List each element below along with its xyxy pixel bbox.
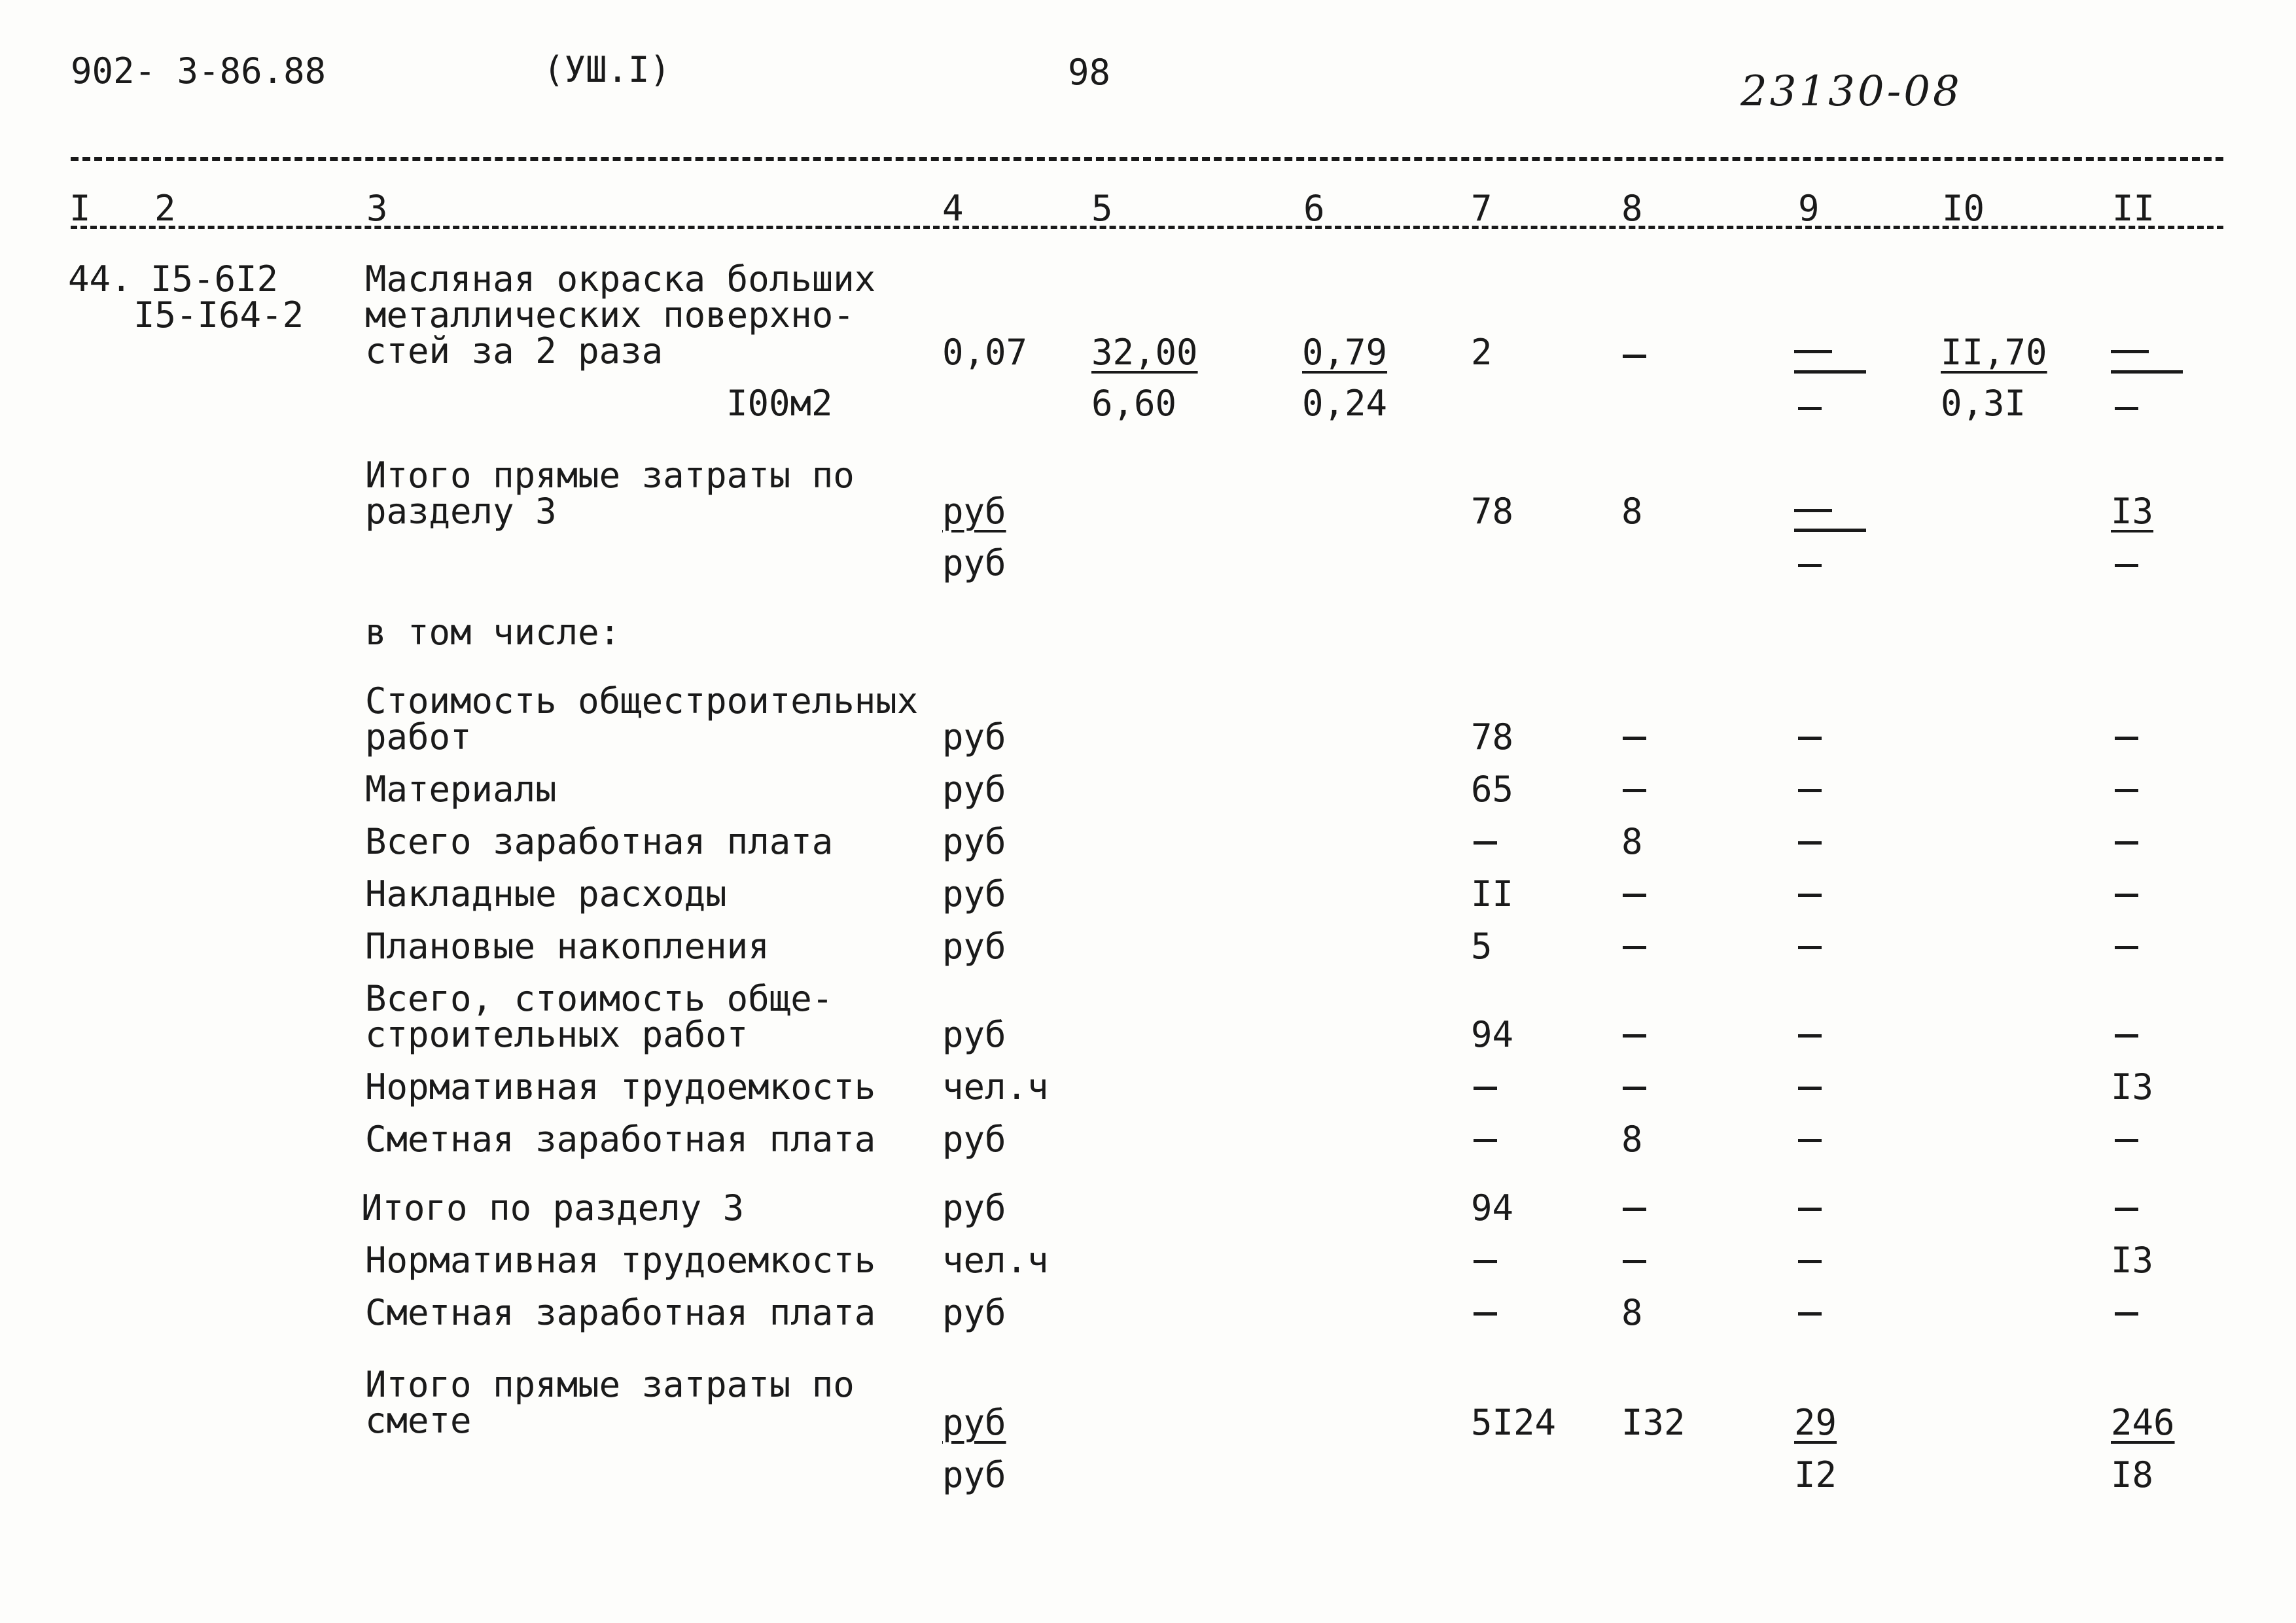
including-label: в том числе: [365, 612, 621, 653]
row-col9-dash [1798, 841, 1822, 845]
row-col11-dash [2115, 894, 2138, 897]
item-col11-dash-top [2111, 350, 2149, 353]
row-col9-dash [1798, 737, 1822, 740]
section-subtotal-unit-top: руб [942, 491, 1006, 532]
row-col8-dash [1623, 1208, 1646, 1211]
row-unit: руб [942, 1119, 1006, 1160]
item-description-line-1: Масляная окраска больших [365, 258, 876, 300]
item-code-1: I5-6I2 [150, 258, 279, 300]
row-col9-dash [1798, 1208, 1822, 1211]
handwritten-inventory-number: 23130-08 [1740, 67, 1962, 116]
row-col9-dash [1798, 1312, 1822, 1316]
row-col7-dash [1474, 1260, 1497, 1263]
row-col8-dash [1623, 737, 1646, 740]
page-number: 98 [1068, 52, 1111, 93]
row-col11-dash [2115, 1312, 2138, 1316]
row-unit: руб [942, 1014, 1006, 1055]
column-number-1: I [69, 188, 91, 229]
item-unit: I00м2 [726, 383, 833, 424]
row-label: Сметная заработная плата [365, 1119, 876, 1160]
row-col11-dash [2115, 789, 2138, 792]
column-number-10: I0 [1942, 188, 1985, 229]
row-col11: I3 [2111, 1240, 2154, 1281]
column-number-8: 8 [1621, 188, 1643, 229]
column-number-3: 3 [366, 188, 388, 229]
item-col9-underline [1794, 370, 1866, 374]
column-number-2: 2 [154, 188, 176, 229]
estimate-total-col11-top: 246 [2111, 1402, 2175, 1443]
section-subtotal-col9-underline [1794, 529, 1866, 532]
item-col9-dash-top [1794, 350, 1832, 353]
estimate-total-unit-top: руб [942, 1402, 1006, 1443]
section-subtotal-label-2: разделу 3 [365, 491, 557, 532]
column-number-9: 9 [1798, 188, 1820, 229]
estimate-total-label-1: Итого прямые затраты по [365, 1364, 855, 1405]
item-col11-underline [2111, 370, 2183, 374]
item-col9-dash-bottom [1798, 407, 1822, 410]
row-col7-dash [1474, 1139, 1497, 1142]
row-col7: 94 [1471, 1014, 1514, 1055]
row-col11-dash [2115, 946, 2138, 949]
section-reference: (УШ.I) [543, 49, 671, 90]
row-col8-dash [1623, 894, 1646, 897]
row-label: Всего заработная плата [365, 821, 834, 862]
item-description-line-3: стей за 2 раза [365, 330, 663, 372]
item-col5-top: 32,00 [1091, 332, 1198, 373]
item-col8-dash [1623, 355, 1646, 358]
row-col11-dash [2115, 737, 2138, 740]
row-col7: 65 [1471, 769, 1514, 810]
item-col7: 2 [1471, 332, 1492, 373]
row-col7-dash [1474, 1087, 1497, 1090]
row-col11-dash [2115, 1139, 2138, 1142]
row-col7-dash [1474, 841, 1497, 845]
row-col8: 8 [1621, 1292, 1643, 1333]
item-col11-dash-bottom [2115, 407, 2138, 410]
column-number-7: 7 [1471, 188, 1492, 229]
section-subtotal-col11-dash-bottom [2115, 564, 2138, 567]
item-col5-bottom: 6,60 [1091, 383, 1177, 424]
row-label-line-1: Стоимость общестроительных [365, 680, 919, 722]
row-col11-dash [2115, 1034, 2138, 1038]
document-code: 902- 3-86.88 [71, 50, 327, 92]
row-col8: 8 [1621, 821, 1643, 862]
top-dashed-rule [71, 157, 2223, 161]
row-unit: руб [942, 821, 1006, 862]
row-label-line-2: работ [365, 716, 472, 758]
row-col8-dash [1623, 1260, 1646, 1263]
column-number-4: 4 [942, 188, 964, 229]
estimate-total-unit-bottom: руб [942, 1454, 1006, 1495]
row-col11-dash [2115, 841, 2138, 845]
estimate-total-col9-bottom: I2 [1794, 1454, 1837, 1495]
row-col9-dash [1798, 1087, 1822, 1090]
row-col9-dash [1798, 1034, 1822, 1038]
estimate-total-label-2: смете [365, 1400, 472, 1441]
row-label-line-2: строительных работ [365, 1014, 749, 1055]
item-code-2: I5-I64-2 [133, 294, 304, 336]
item-col10-bottom: 0,3I [1941, 383, 2026, 424]
section-subtotal-col8: 8 [1621, 491, 1643, 532]
row-unit: руб [942, 716, 1006, 758]
row-col8-dash [1623, 789, 1646, 792]
item-number: 44. [68, 258, 132, 300]
row-unit: руб [942, 926, 1006, 967]
section-subtotal-col7: 78 [1471, 491, 1514, 532]
row-col7-dash [1474, 1312, 1497, 1316]
header-dashed-rule [71, 226, 2223, 229]
row-label: Итого по разделу 3 [361, 1187, 745, 1229]
row-unit: руб [942, 769, 1006, 810]
row-label: Накладные расходы [365, 873, 727, 915]
column-number-6: 6 [1303, 188, 1325, 229]
section-subtotal-col9-dash [1794, 509, 1832, 512]
item-quantity: 0,07 [942, 332, 1028, 373]
row-col9-dash [1798, 946, 1822, 949]
estimate-total-col9-top: 29 [1794, 1402, 1837, 1443]
row-col7: 78 [1471, 716, 1514, 758]
item-col6-top: 0,79 [1302, 332, 1388, 373]
estimate-total-col7: 5I24 [1471, 1402, 1557, 1443]
row-col8: 8 [1621, 1119, 1643, 1160]
row-unit: чел.ч [942, 1240, 1049, 1281]
column-number-5: 5 [1091, 188, 1113, 229]
row-label: Нормативная трудоемкость [365, 1066, 876, 1108]
row-label: Плановые накопления [365, 926, 769, 967]
row-label: Сметная заработная плата [365, 1292, 876, 1333]
row-label-line-1: Всего, стоимость обще- [365, 978, 834, 1019]
row-col11: I3 [2111, 1066, 2154, 1108]
row-col7: II [1471, 873, 1514, 915]
section-subtotal-unit-bottom: руб [942, 542, 1006, 584]
section-subtotal-col9-dash-bottom [1798, 564, 1822, 567]
row-col8-dash [1623, 1087, 1646, 1090]
section-subtotal-label-1: Итого прямые затраты по [365, 455, 855, 496]
row-unit: чел.ч [942, 1066, 1049, 1108]
row-label: Материалы [365, 769, 557, 810]
item-col10-top: II,70 [1941, 332, 2047, 373]
item-col6-bottom: 0,24 [1302, 383, 1388, 424]
row-unit: руб [942, 1292, 1006, 1333]
row-unit: руб [942, 1187, 1006, 1229]
row-col9-dash [1798, 1139, 1822, 1142]
item-description-line-2: металлических поверхно- [365, 294, 855, 336]
row-col11-dash [2115, 1208, 2138, 1211]
estimate-total-col11-bottom: I8 [2111, 1454, 2154, 1495]
section-subtotal-col11-top: I3 [2111, 491, 2154, 532]
row-unit: руб [942, 873, 1006, 915]
row-col9-dash [1798, 789, 1822, 792]
row-col8-dash [1623, 946, 1646, 949]
row-col8-dash [1623, 1034, 1646, 1038]
column-number-11: II [2112, 188, 2155, 229]
estimate-total-col8: I32 [1621, 1402, 1686, 1443]
row-col9-dash [1798, 1260, 1822, 1263]
row-col7: 5 [1471, 926, 1492, 967]
row-col7: 94 [1471, 1187, 1514, 1229]
row-col9-dash [1798, 894, 1822, 897]
row-label: Нормативная трудоемкость [365, 1240, 876, 1281]
